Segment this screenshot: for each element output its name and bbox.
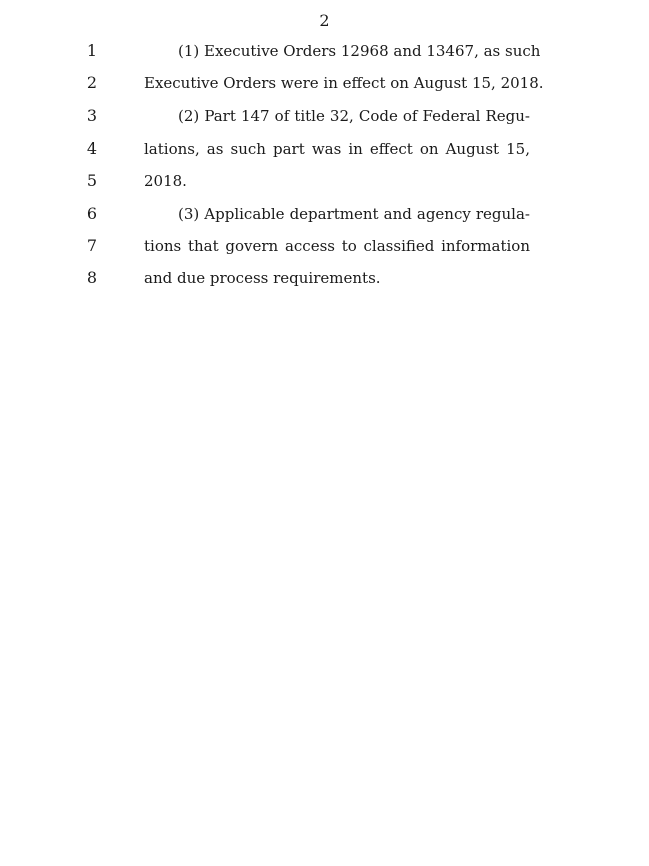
line-number: 2 (86, 73, 98, 92)
line-text: 2018. (144, 172, 187, 190)
line-number: 7 (86, 236, 98, 255)
line-number: 4 (86, 139, 98, 158)
line-number: 6 (86, 204, 98, 223)
line-text: (2) Part 147 of title 32, Code of Federal Regu- (178, 107, 530, 125)
line-number: 3 (86, 106, 98, 125)
line-text: (1) Executive Orders 12968 and 13467, as such (178, 42, 541, 60)
bill-line-8 (0, 267, 649, 299)
line-number: 5 (86, 171, 98, 190)
bill-line-3 (0, 105, 649, 137)
line-text: (3) Applicable department and agency regula- (178, 205, 530, 223)
bill-line-7 (0, 235, 649, 267)
bill-line-5 (0, 170, 649, 202)
bill-line-4 (0, 138, 649, 170)
line-text: tions that govern access to classified information (144, 237, 530, 255)
line-number: 1 (86, 41, 98, 60)
page-number: 2 (319, 11, 330, 30)
line-text: lations, as such part was in effect on August 15, (144, 140, 530, 158)
bill-line-2 (0, 72, 649, 104)
line-text: Executive Orders were in effect on August 15, 2018. (144, 74, 544, 92)
line-text: and due process requirements. (144, 269, 381, 287)
bill-line-6 (0, 203, 649, 235)
bill-line-1 (0, 40, 649, 72)
line-number: 8 (86, 268, 98, 287)
